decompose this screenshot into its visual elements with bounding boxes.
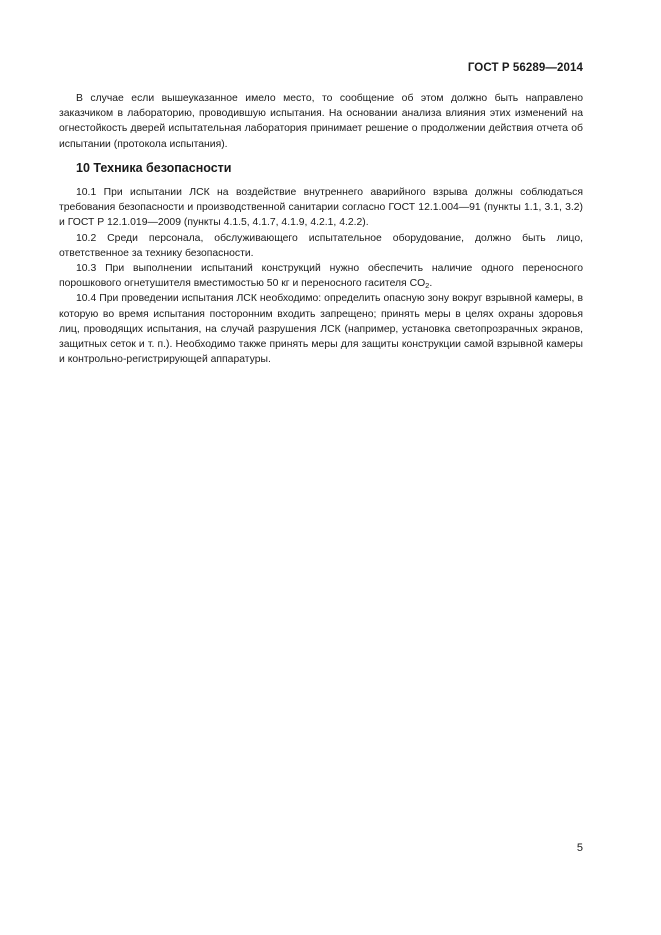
section-item: 10.2 Среди персонала, обслуживающего испытательное оборудование, должно быть лицо, ответственное за технику безопасности. — [59, 232, 583, 259]
section-title: 10 Техника безопасности — [76, 161, 232, 175]
section-items — [59, 185, 583, 367]
intro-block — [59, 91, 583, 152]
section-item: 10.1 При испытании ЛСК на воздействие внутреннего аварийного взрыва должны соблюдаться требования безопасности и производственной санитарии согласно ГОСТ 12.1.004—91 (пункты 1.1, 3.1, 3.2) и ГОСТ Р 12.1.019—2009 (пункты 4.1.5, 4.1.7, 4.1.9, 4.2.1, 4.2.2). — [59, 187, 583, 229]
intro-paragraph: В случае если вышеуказанное имело место, то сообщение об этом должно быть направлено заказчиком в лабораторию, проводившую испытания. На основании анализа влияния этих изменений на огнестойкость дверей испытательная лаборатория принимает решение о продолжении действия отчета об испытании (протокола испытания). — [59, 93, 583, 150]
section-item: 10.4 При проведении испытания ЛСК необходимо: определить опасную зону вокруг взрывной камеры, в которую во время испытания посторонним входить запрещено; принять меры в целях охраны здоровья лиц, проводящих испытания, на случай разрушения ЛСК (например, установка светопрозрачных экранов, защитных сеток и т. п.). Необходимо также принять меры для защиты конструкции самой взрывной камеры и контрольно-регистрирующей аппаратуры. — [59, 293, 583, 366]
subscript: 2 — [425, 281, 430, 291]
section-item — [59, 261, 583, 291]
document-code: ГОСТ Р 56289—2014 — [467, 62, 583, 74]
section-item-text: 10.3 При выполнении испытаний конструкций нужно обеспечить наличие одного переносного порошкового огнетушителя вместимостью 50 кг и переносного гасителя CO — [59, 263, 583, 290]
section-item-suffix: . — [429, 278, 433, 290]
page-number: 5 — [576, 842, 583, 854]
